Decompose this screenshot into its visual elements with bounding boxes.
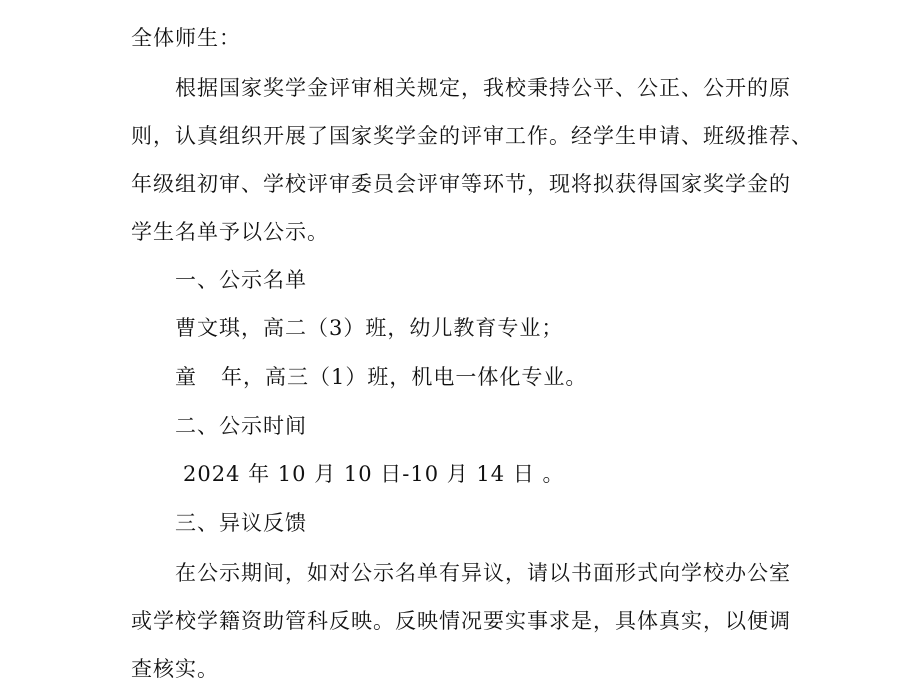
- intro-line-4: 学生名单予以公示。: [131, 220, 329, 244]
- student-name: 曹文琪: [175, 316, 241, 340]
- student-entry-1: [175, 314, 563, 342]
- intro-line-1: 根据国家奖学金评审相关规定，我校秉持公平、公正、公开的原: [175, 76, 791, 100]
- intro-line-3: 年级组初审、学校评审委员会评审等环节，现将拟获得国家奖学金的: [131, 172, 791, 196]
- section-title-feedback: 三、异议反馈: [175, 511, 307, 535]
- section-title-list: 一、公示名单: [175, 268, 307, 292]
- student-name-part-2: 年: [221, 365, 243, 389]
- feedback-line-1: 在公示期间，如对公示名单有异议，请以书面形式向学校办公室: [175, 561, 791, 585]
- feedback-line-2: 或学校学籍资助管科反映。反映情况要实事求是，具体真实，以便调: [131, 609, 791, 633]
- section-title-time: 二、公示时间: [175, 414, 307, 438]
- student-entry-2: [175, 363, 587, 391]
- feedback-line-3: 查核实。: [131, 657, 219, 681]
- intro-line-2: 则，认真组织开展了国家奖学金的评审工作。经学生申请、班级推荐、: [131, 124, 813, 148]
- student-info: ，高二（3）班，幼儿教育专业；: [241, 316, 564, 340]
- publicity-period: 2024 年 10 月 10 日-10 月 14 日 。: [183, 462, 565, 486]
- salutation: 全体师生：: [131, 26, 241, 50]
- student-info: ，高三（1）班，机电一体化专业。: [243, 365, 588, 389]
- student-name-part-1: 童: [175, 365, 197, 389]
